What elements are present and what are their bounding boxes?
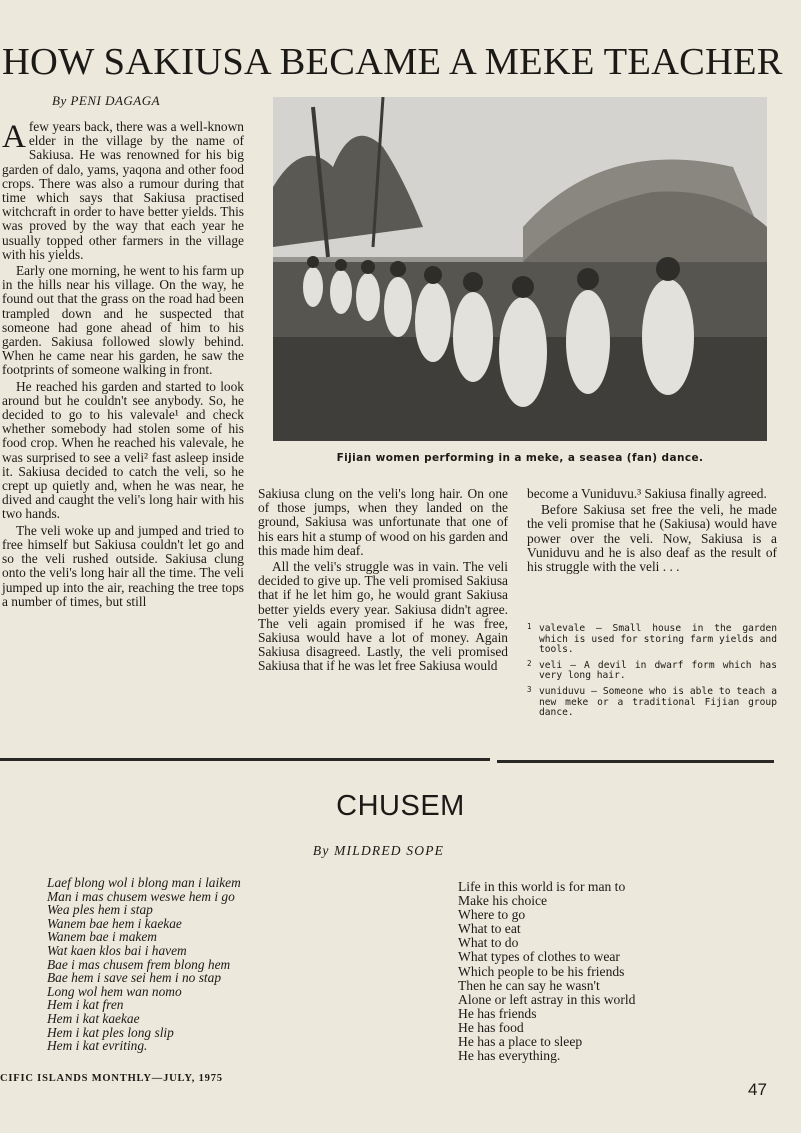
paragraph [2, 120, 244, 262]
footnote-number: 3 [527, 684, 532, 694]
footnotes [527, 624, 777, 724]
article-column-2 [258, 487, 508, 674]
footnote-text: veli — A devil in dwarf form which has very long hair. [539, 659, 777, 682]
footnote [527, 624, 777, 656]
paragraph: Before Sakiusa set free the veli, he made the veli promise that he (Sakiusa) would have power over the veli. Now, Sakiusa is a Vuniduvu and he is also deaf as the result of his struggle with the veli . . . [527, 502, 777, 575]
poem-line: Make his choice [458, 893, 548, 909]
drop-cap: A [2, 119, 26, 155]
poem-line: Hem i kat evriting. [47, 1038, 148, 1054]
footnote-text: vuniduvu — Someone who is able to teach a new meke or a traditional Fijian group dance. [539, 685, 777, 719]
poem-line: Man i mas chusem weswe hem i go [47, 888, 235, 904]
paragraph: become a Vuniduvu.³ Sakiusa finally agreed. [527, 486, 767, 501]
poem-line: Hem i kat kaekae [47, 1010, 140, 1026]
poem-line: Which people to be his friends [458, 963, 625, 979]
poem-line: He has food [458, 1019, 524, 1035]
article-headline: HOW SAKIUSA BECAME A MEKE TEACHER [2, 41, 783, 83]
poem-line: He has a place to sleep [458, 1034, 583, 1050]
poem-line: Life in this world is for man to [458, 879, 626, 894]
section-divider [497, 760, 774, 763]
article-column-1 [2, 120, 244, 609]
photo-illustration [273, 97, 767, 441]
poem-line: Wanem bae i makem [47, 929, 157, 945]
article-column-3 [527, 487, 777, 574]
paragraph: All the veli's struggle was in vain. The veli decided to give up. The veli promised Sakiusa that if he let him go, he would grant Sakiusa better yields every year. Sakiusa didn't agree. The veli again promised if he was free, Sakiusa would have a lot of money. Again Sakiusa disagreed. Lastly, the veli promised Sakiusa that if he was let free Sakiusa would [258, 559, 508, 674]
poem-line: What to eat [458, 921, 521, 937]
poem-bislama [47, 876, 377, 1053]
poem-line: Bae hem i save sei hem i no stap [47, 970, 222, 986]
footnote-number: 1 [527, 622, 532, 631]
paragraph: He reached his garden and started to look around but he couldn't see anybody. So, he decided to go to his valevale¹ and check whether somebody had stolen some of his food crop. When he reached his valevale, he was surprised to see a veli² fast asleep inside it. Sakiusa decided to catch the veli, so he crept up quietly and, when he was near, he dived and caught the veli's long hair with his two hands. [2, 378, 244, 522]
article-byline: By PENI DAGAGA [52, 93, 161, 108]
poem-line: Wea ples hem i stap [47, 902, 153, 918]
poem-line: What types of clothes to wear [458, 949, 620, 965]
footnote-number: 2 [527, 658, 532, 668]
footnote-text: valevale — Small house in the garden which is used for storing farm yields and tools. [539, 623, 777, 656]
poem-line: What to do [458, 935, 519, 951]
poem-line: Wat kaen klos bai i havem [47, 942, 187, 958]
paragraph: The veli woke up and jumped and tried to free himself but Sakiusa couldn't let go and so the veli rushed outside. Sakiusa clung onto the veli's long hair all the time. The veli jumped up into the air, reaching the tree tops a number of times, but still [2, 522, 244, 609]
footnote [527, 658, 777, 682]
photo-caption: Fijian women performing in a meke, a seasea (fan) dance. [336, 452, 704, 464]
section-divider [0, 758, 490, 761]
poem-english [458, 880, 758, 1063]
paragraph: Early one morning, he went to his farm up in the hills near his village. On the way, he found out that the grass on the road had been trampled down and he suspected that someone had gone ahead of him to his garden. Sakiusa followed slowly behind. When he came near his garden, he saw the footprints of someone walking in front. [2, 263, 244, 378]
footnote [527, 684, 777, 719]
paragraph: Sakiusa clung on the veli's long hair. On one of those jumps, when they landed on the ground, Sakiusa was unfortunate that one of his ears hit a stump of wood on his garden and this made him deaf. [258, 486, 508, 558]
paragraph-text: few years back, there was a well-known elder in the village by the name of Sakiusa. He was renowned for his big garden of dalo, yams, yaqona and other food crops. There was also a rumour during that time which says that Sakiusa practised witchcraft in order to have better yields. This was proved by the way that each year he usually topped other farmers in the village with his yields. [2, 119, 244, 262]
poem-line: Hem i kat fren [47, 997, 124, 1013]
poem-line: Then he can say he wasn't [458, 977, 600, 993]
page-number: 47 [748, 1080, 767, 1099]
publication-footer: CIFIC ISLANDS MONTHLY—JULY, 1975 [0, 1073, 223, 1084]
poem-line: Where to go [458, 907, 526, 923]
poem-line: Hem i kat ples long slip [47, 1024, 174, 1040]
poem-line: Alone or left astray in this world [458, 991, 636, 1007]
poem-line: Laef blong wol i blong man i laikem [47, 875, 241, 890]
poem-byline: By MILDRED SOPE [312, 843, 445, 858]
poem-line: He has friends [458, 1005, 537, 1021]
poem-line: Long wol hem wan nomo [47, 983, 182, 999]
poem-line: He has everything. [458, 1048, 561, 1064]
poem-line: Wanem bae hem i kaekae [47, 915, 182, 931]
meke-dance-photo [273, 97, 767, 441]
poem-title: CHUSEM [336, 790, 465, 822]
poem-line: Bae i mas chusem frem blong hem [47, 956, 231, 972]
